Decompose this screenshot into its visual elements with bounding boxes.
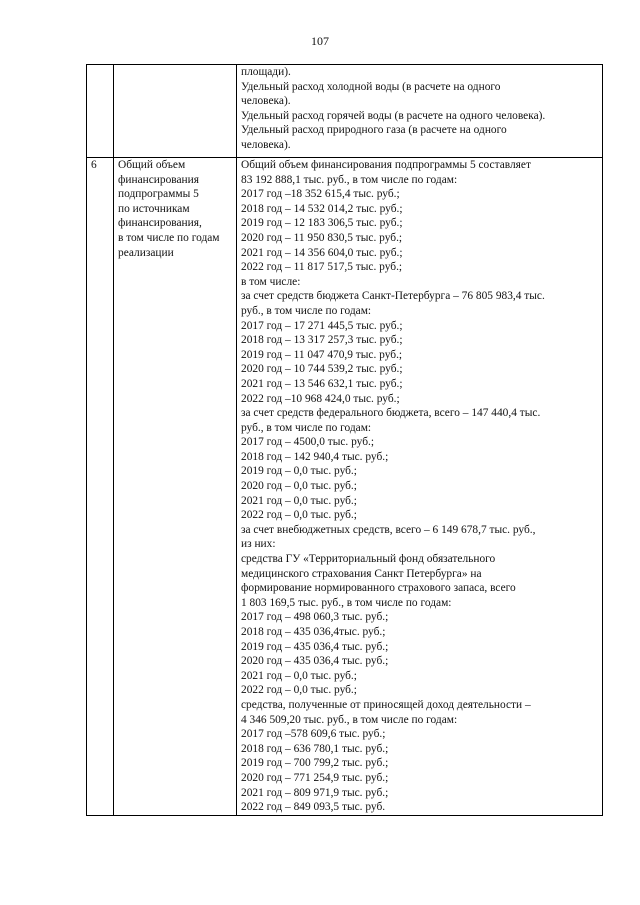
table-row [87,158,603,816]
content-line: 2018 год – 13 317 257,3 тыс. руб.; [241,334,403,347]
name-line: Общий объем [118,159,186,171]
content-line: 2018 год – 14 532 014,2 тыс. руб.; [241,202,403,215]
content-line: 2019 год – 700 799,2 тыс. руб.; [241,757,389,770]
content-line: площади). [241,66,291,78]
content-line: руб., в том числе по годам: [241,421,372,434]
row-number-cell: 6 [87,158,114,816]
name-line: финансирования [118,173,199,186]
content-line: 2021 год – 14 356 604,0 тыс. руб.; [241,246,403,259]
content-line: 2020 год – 10 744 539,2 тыс. руб.; [241,363,403,376]
content-line: 2017 год – 17 271 445,5 тыс. руб.; [241,319,403,332]
content-line: 2017 год –18 352 615,4 тыс. руб.; [241,188,400,201]
content-line: 2017 год – 498 060,3 тыс. руб.; [241,611,389,624]
content-line: Удельный расход холодной воды (в расчете на одного [241,80,501,93]
content-line: 2018 год – 636 780,1 тыс. руб.; [241,742,389,755]
content-line: руб., в том числе по годам: [241,304,372,317]
content-line: 2019 год – 11 047 470,9 тыс. руб.; [241,348,403,361]
content-line: 2019 год – 0,0 тыс. руб.; [241,465,357,478]
name-line: по источникам [118,202,190,215]
content-line: 2022 год – 0,0 тыс. руб.; [241,509,357,522]
content-line: медицинского страхования Санкт Петербурга» на [241,567,482,580]
content-line: 4 346 509,20 тыс. руб., в том числе по годам: [241,713,458,726]
content-line: 2020 год – 0,0 тыс. руб.; [241,480,357,493]
row-number-cell [87,65,114,158]
page-number: 107 [311,34,329,48]
content-line: Удельный расход горячей воды (в расчете на одного человека). [241,109,546,122]
content-line: 2022 год – 0,0 тыс. руб.; [241,684,357,697]
content-line: за счет средств федерального бюджета, всего – 147 440,4 тыс. [241,407,541,420]
content-line: 2017 год –578 609,6 тыс. руб.; [241,728,386,741]
content-line: Общий объем финансирования подпрограммы 5 составляет [241,159,531,171]
content-line: 2020 год – 771 254,9 тыс. руб.; [241,771,389,784]
table-row [87,65,603,158]
content-line: формирование нормированного страхового запаса, всего [241,582,516,595]
content-line: за счет средств бюджета Санкт-Петербурга – 76 805 983,4 тыс. [241,290,545,303]
content-line: 1 803 169,5 тыс. руб., в том числе по годам: [241,596,452,609]
content-line: 2018 год – 142 940,4 тыс. руб.; [241,450,389,463]
passport-table [86,64,603,816]
row-name-cell [114,158,237,816]
name-line: в том числе по годам [118,231,220,244]
content-line: Удельный расход природного газа (в расчете на одного [241,124,507,137]
content-line: 2020 год – 435 036,4 тыс. руб.; [241,655,389,668]
row-content-cell [237,65,603,158]
content-line: 2021 год – 0,0 тыс. руб.; [241,669,357,682]
row-content-cell [237,158,603,816]
content-line: за счет внебюджетных средств, всего – 6 149 678,7 тыс. руб., [241,523,536,536]
content-line: 2022 год – 849 093,5 тыс. руб. [241,801,386,814]
content-line: 2019 год – 435 036,4 тыс. руб.; [241,640,389,653]
content-line: человека). [241,95,291,108]
content-line: 2022 год –10 968 424,0 тыс. руб.; [241,392,400,405]
content-line: 2017 год – 4500,0 тыс. руб.; [241,436,375,449]
content-line: 83 192 888,1 тыс. руб., в том числе по годам: [241,173,458,186]
content-line: человека). [241,138,291,151]
content-line: из них: [241,538,276,551]
name-line: подпрограммы 5 [118,188,199,201]
content-line: средства ГУ «Территориальный фонд обязательного [241,553,496,566]
content-line: 2021 год – 809 971,9 тыс. руб.; [241,786,389,799]
content-line: 2020 год – 11 950 830,5 тыс. руб.; [241,231,403,244]
name-line: финансирования, [118,217,202,230]
content-line: 2018 год – 435 036,4тыс. руб.; [241,626,386,638]
content-line: в том числе: [241,275,301,288]
content-line: средства, полученные от приносящей доход деятельности – [241,698,531,711]
content-line: 2019 год – 12 183 306,5 тыс. руб.; [241,217,403,230]
content-line: 2022 год – 11 817 517,5 тыс. руб.; [241,261,403,274]
name-line: реализации [118,246,174,259]
content-line: 2021 год – 0,0 тыс. руб.; [241,494,357,507]
row-name-cell [114,65,237,158]
content-line: 2021 год – 13 546 632,1 тыс. руб.; [241,377,403,390]
